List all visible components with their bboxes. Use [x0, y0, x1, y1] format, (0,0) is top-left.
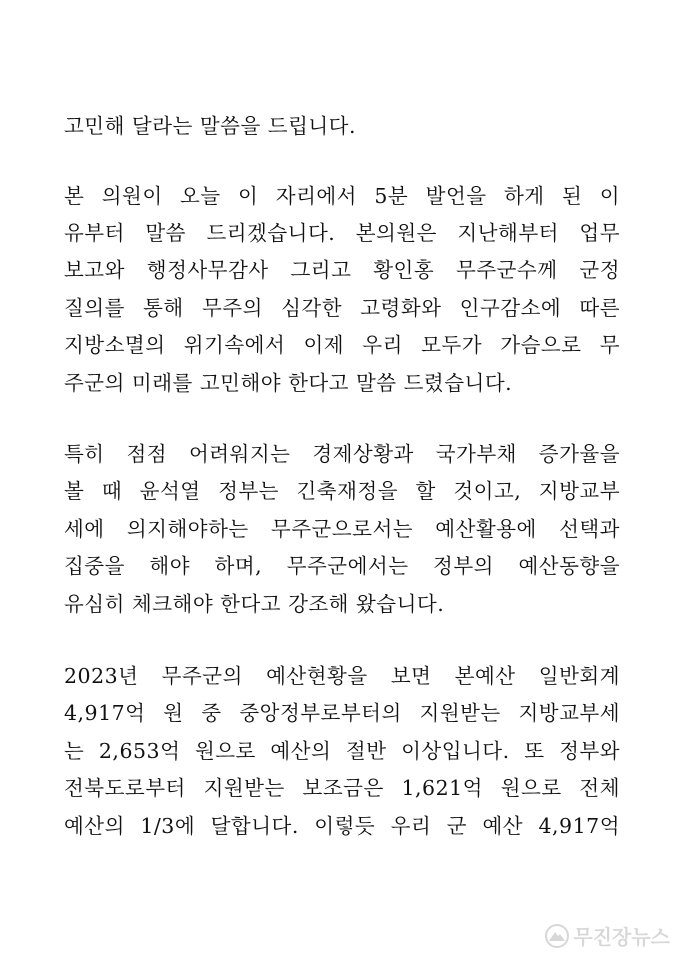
text-line-5: 질의를 통해 무주의 심각한 고령화와 인구감소에 따른 [64, 296, 620, 320]
mountain-logo-icon [545, 924, 569, 948]
text-line-10: 세에 의지해야하는 무주군으로서는 예산활용에 선택과 [64, 517, 620, 541]
watermark-text: 무진장뉴스 [573, 925, 670, 949]
text-line-3: 유부터 말씀 드리겠습니다. 본의원은 지난해부터 업무 [64, 221, 620, 245]
text-line-2: 본 의원이 오늘 이 자리에서 5분 발언을 하게 된 이 [64, 184, 620, 208]
text-line-14: 4,917억 원 중 중앙정부로부터의 지원받는 지방교부세 [64, 701, 620, 725]
text-line-1: 고민해 달라는 말씀을 드립니다. [64, 114, 357, 138]
text-line-9: 볼 때 윤석열 정부는 긴축재정을 할 것이고, 지방교부 [64, 479, 620, 503]
text-line-15: 는 2,653억 원으로 예산의 절반 이상입니다. 또 정부와 [64, 739, 620, 763]
text-line-6: 지방소멸의 위기속에서 이제 우리 모두가 가슴으로 무 [64, 333, 620, 357]
text-line-11: 집중을 해야 하며, 무주군에서는 정부의 예산동향을 [64, 554, 620, 578]
text-line-12: 유심히 체크해야 한다고 강조해 왔습니다. [64, 592, 445, 616]
text-line-13: 2023년 무주군의 예산현황을 보면 본예산 일반회계 [64, 664, 620, 688]
text-line-17: 예산의 1/3에 달합니다. 이렇듯 우리 군 예산 4,917억 [64, 814, 620, 838]
text-line-16: 전북도로부터 지원받는 보조금은 1,621억 원으로 전체 [64, 776, 620, 800]
text-line-7: 주군의 미래를 고민해야 한다고 말씀 드렸습니다. [64, 371, 513, 395]
watermark [545, 921, 670, 950]
text-line-8: 특히 점점 어려워지는 경제상황과 국가부채 증가율을 [64, 442, 620, 466]
text-line-4: 보고와 행정사무감사 그리고 황인홍 무주군수께 군정 [64, 258, 620, 282]
